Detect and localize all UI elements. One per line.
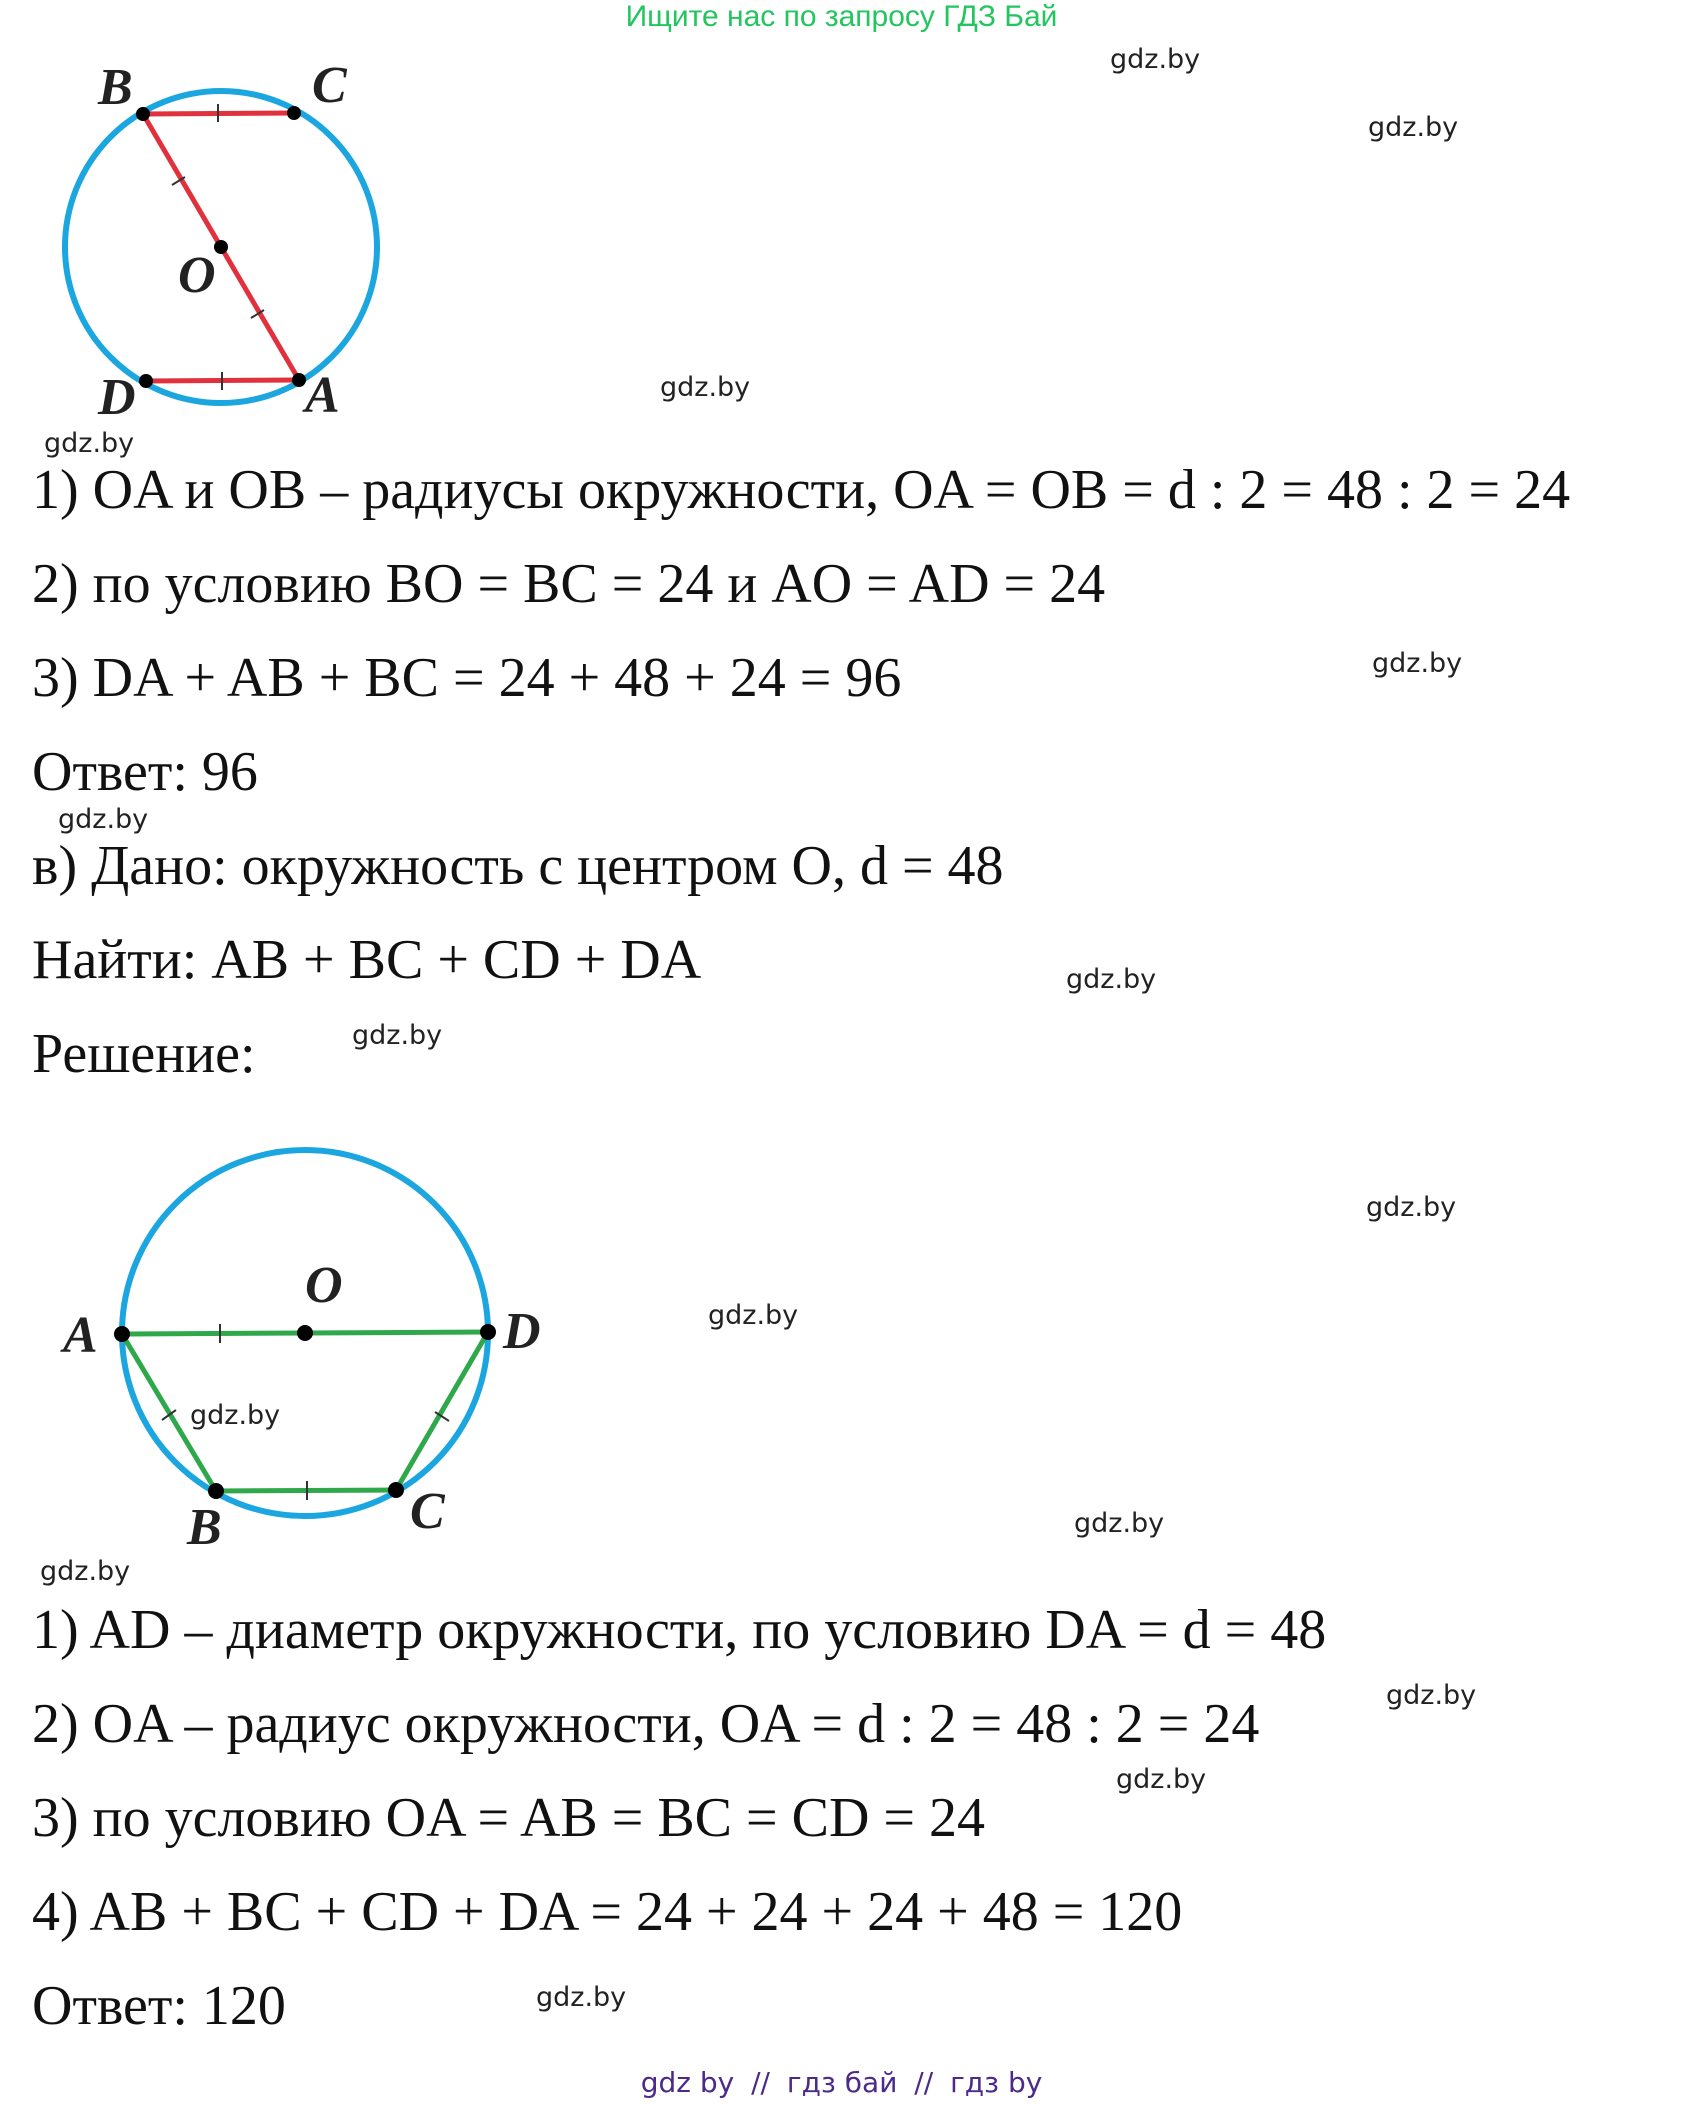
fig2-point-o [297,1325,313,1341]
footer-separator: // [914,2066,934,2099]
fig1-label-d: D [98,369,136,426]
fig1-label-c: C [312,60,347,114]
fig1-label-b: B [98,60,133,116]
footer [0,2066,1683,2099]
watermark: gdz.by [44,428,135,459]
part-c-step-1: 1) AD – диаметр окружности, по условию DA = d = 48 [32,1599,1327,1661]
footer-link-gdz-by-2[interactable]: гдз by [950,2066,1043,2099]
watermark: gdz.by [536,1982,627,2013]
part-b-answer: Ответ: 96 [32,741,258,803]
part-c-step-3: 3) по условию OA = AB = BC = CD = 24 [32,1787,985,1849]
part-c-answer: Ответ: 120 [32,1975,286,2037]
part-b-step-3: 3) DA + AB + BC = 24 + 48 + 24 = 96 [32,647,902,709]
fig2-label-o: O [305,1257,343,1314]
watermark: gdz.by [1372,648,1463,679]
watermark: gdz.by [1116,1764,1207,1795]
fig2-point-b [208,1483,224,1499]
fig1-point-o [214,240,228,254]
part-c-find: Найти: AB + BC + CD + DA [32,929,702,991]
watermark: gdz.by [1074,1508,1165,1539]
fig2-label-a: A [63,1307,98,1364]
part-b-step-2: 2) по условию BO = BC = 24 и AO = AD = 24 [32,553,1106,615]
watermark: gdz.by [1366,1192,1457,1223]
fig1-point-b [136,107,150,121]
footer-separator: // [751,2066,770,2099]
part-c-given: в) Дано: окружность с центром O, d = 48 [32,835,1004,897]
top-banner: Ищите нас по запросу ГДЗ Бай [625,0,1058,33]
part-c-step-4: 4) AB + BC + CD + DA = 24 + 24 + 24 + 48 = 120 [32,1881,1183,1943]
fig1-point-d [139,374,153,388]
footer-link-gdz-bai[interactable]: гдз бай [786,2066,898,2099]
watermark: gdz.by [1110,44,1201,75]
fig2-segment-cd [396,1332,488,1490]
fig2-point-a [114,1326,130,1342]
fig2-label-b: B [187,1499,222,1556]
part-c-step-2: 2) OA – радиус окружности, OA = d : 2 = 48 : 2 = 24 [32,1693,1260,1755]
fig2-label-d: D [503,1303,541,1360]
watermark: gdz.by [40,1556,131,1587]
watermark: gdz.by [1368,112,1459,143]
watermark: gdz.by [1386,1680,1477,1711]
fig2-point-c [388,1482,404,1498]
part-c-solution-heading: Решение: [32,1023,256,1085]
watermark: gdz.by [660,372,751,403]
figure-2-circle-diagram [55,1130,575,1560]
watermark: gdz.by [352,1020,443,1051]
watermark: gdz.by [58,804,149,835]
fig1-label-a: A [305,367,340,424]
watermark: gdz.by [190,1400,281,1431]
watermark: gdz.by [1066,964,1157,995]
fig1-point-a [292,373,306,387]
fig1-label-o: O [178,247,216,304]
fig2-label-c: C [410,1483,445,1540]
fig2-point-d [480,1324,496,1340]
part-b-step-1: 1) OA и OB – радиусы окружности, OA = OB = d : 2 = 48 : 2 = 24 [32,459,1571,521]
fig1-point-c [287,106,301,120]
figure-1-circle-diagram [50,60,410,430]
watermark: gdz.by [708,1300,799,1331]
footer-link-gdz-by[interactable]: gdz by [640,2066,735,2099]
